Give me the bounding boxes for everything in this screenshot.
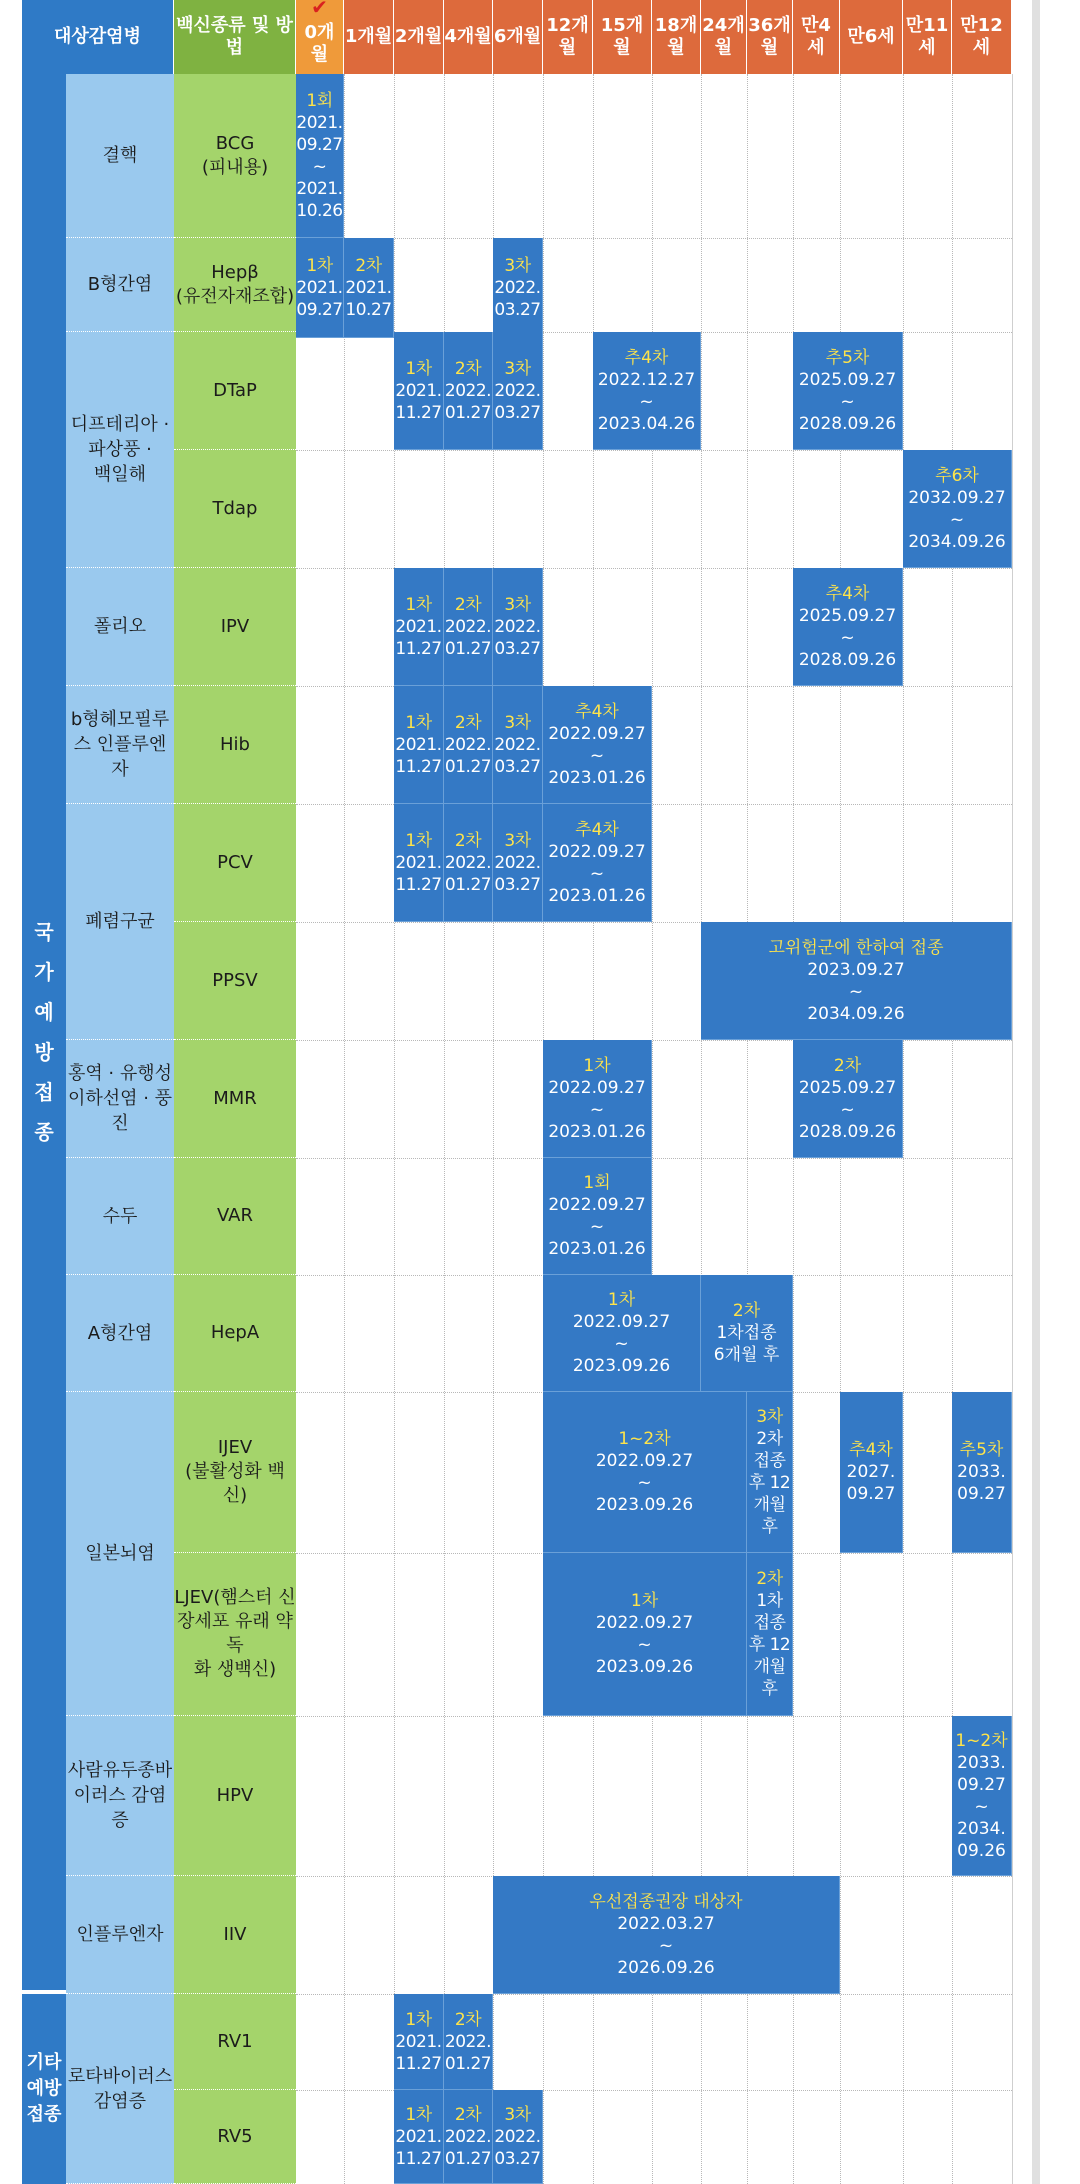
month-column-header[interactable] xyxy=(493,0,543,74)
dose-date: 2033. 09.27 xyxy=(957,1462,1006,1504)
dose-label: 추5차 xyxy=(825,347,870,368)
schedule-entry[interactable] xyxy=(444,2090,493,2184)
schedule-entry[interactable] xyxy=(701,922,1012,1040)
disease-label: b형헤모필루 스 인플루엔자 xyxy=(70,709,170,780)
dose-label: 2차 xyxy=(454,830,482,851)
disease-cell xyxy=(66,1275,174,1392)
vaccine-cell xyxy=(174,74,296,238)
disease-label: 폴리오 xyxy=(93,616,147,637)
disease-cell xyxy=(66,568,174,686)
dose-date: 2025.09.27 ~ 2028.09.26 xyxy=(798,1077,897,1142)
dose-label: 3차 xyxy=(504,255,531,276)
vaccine-cell xyxy=(174,1716,296,1876)
schedule-entry[interactable] xyxy=(296,74,344,238)
dose-date: 2022.09.27 ~ 2023.09.26 xyxy=(595,1451,694,1515)
schedule-entry[interactable] xyxy=(493,686,543,804)
vaccine-label: RV1 xyxy=(217,2030,253,2052)
dose-date: 2021. 09.27 xyxy=(296,277,343,320)
vaccine-label: VAR xyxy=(217,1205,253,1226)
vaccine-label: Hib xyxy=(220,733,250,755)
schedule-entry[interactable] xyxy=(903,450,1012,568)
dose-date: 1차 접종 후 12 개월 후 xyxy=(748,1591,791,1699)
dose-label: 2차 xyxy=(454,358,482,379)
month-label: 24개월 xyxy=(702,15,745,58)
dose-date: 2021. 11.27 xyxy=(395,2031,442,2074)
dose-label: 2차 xyxy=(454,712,482,733)
month-label: 4개월 xyxy=(444,26,492,47)
dose-label: 1차 xyxy=(306,255,333,276)
dose-label: 1차 xyxy=(405,2009,432,2030)
dose-date: 2025.09.27 ~ 2028.09.26 xyxy=(798,605,897,670)
schedule-entry[interactable] xyxy=(543,1392,747,1553)
schedule-entry[interactable] xyxy=(444,332,493,450)
month-label: 만12세 xyxy=(960,15,1003,58)
dose-label: 2차 xyxy=(833,1055,862,1076)
dose-label: 추4차 xyxy=(825,583,870,604)
month-label: 만11세 xyxy=(905,15,949,58)
schedule-entry[interactable] xyxy=(701,1275,793,1392)
header-disease: 대상감염병 xyxy=(22,0,174,74)
vaccine-label: Hepβ (유전자재조합) xyxy=(175,261,295,307)
month-label: 36개월 xyxy=(748,15,791,58)
month-column-header[interactable] xyxy=(793,0,840,74)
dose-label: 추4차 xyxy=(575,819,619,840)
month-column-header[interactable] xyxy=(444,0,493,74)
dose-date: 2021. 11.27 xyxy=(395,616,442,659)
disease-cell xyxy=(66,686,174,804)
dose-label: 1차 xyxy=(583,1055,611,1076)
dose-date: 2022.09.27 ~ 2023.01.26 xyxy=(548,841,646,906)
vaccine-label: IJEV (불활성화 백신) xyxy=(185,1437,285,1506)
month-label: 12개월 xyxy=(546,15,589,58)
disease-label: 로타바이러스 감염증 xyxy=(67,2065,173,2112)
schedule-entry[interactable] xyxy=(952,1716,1012,1876)
dose-date: 2022. 03.27 xyxy=(494,616,541,659)
vaccine-label: HPV xyxy=(216,1784,254,1806)
dose-label: 3차 xyxy=(504,2104,531,2125)
disease-label: 홍역 · 유행성 이하선염 · 풍 진 xyxy=(67,1063,173,1134)
vaccine-label: DTaP xyxy=(213,379,257,401)
dose-label: 1차 xyxy=(405,358,432,379)
vaccine-label: IIV xyxy=(223,1923,247,1945)
vaccine-cell xyxy=(174,1040,296,1158)
schedule-entry[interactable] xyxy=(543,1275,701,1392)
disease-label: 인플루엔자 xyxy=(76,1924,164,1945)
schedule-entry[interactable] xyxy=(493,804,543,922)
month-column-header[interactable] xyxy=(296,0,344,74)
schedule-entry[interactable] xyxy=(543,1553,747,1716)
vaccine-label: LJEV(햄스터 신 장세포 유래 약독 화 생백신) xyxy=(174,1587,296,1680)
schedule-entry[interactable] xyxy=(793,568,903,686)
disease-label: 결핵 xyxy=(102,145,138,166)
dose-date: 1차접종 6개월 후 xyxy=(713,1323,780,1365)
dose-date: 2021. 11.27 xyxy=(395,380,442,423)
dose-date: 2022. 03.27 xyxy=(494,852,541,895)
dose-date: 2차 접종 후 12 개월 후 xyxy=(748,1429,791,1537)
dose-date: 2021. 10.27 xyxy=(345,277,392,320)
vaccine-label: HepA xyxy=(210,1322,260,1343)
disease-cell xyxy=(66,1040,174,1158)
schedule-entry[interactable] xyxy=(444,686,493,804)
dose-label: 2차 xyxy=(454,2009,482,2030)
category-national xyxy=(22,74,66,1990)
scrollbar[interactable] xyxy=(1020,0,1080,2184)
vaccine-cell xyxy=(174,804,296,922)
grid-line xyxy=(296,1040,1012,1041)
vaccine-cell xyxy=(174,238,296,332)
schedule-entry[interactable] xyxy=(444,1994,493,2090)
month-column-header[interactable] xyxy=(344,0,394,74)
schedule-entry[interactable] xyxy=(296,238,344,338)
vaccine-label: RV5 xyxy=(217,2125,253,2147)
category-label: 국 가 예 방 접 종 xyxy=(34,920,54,1144)
vaccine-cell xyxy=(174,1553,296,1716)
schedule-entry[interactable] xyxy=(543,686,652,804)
disease-label: 폐렴구균 xyxy=(85,911,155,932)
schedule-entry[interactable] xyxy=(840,1392,903,1553)
dose-label: 3차 xyxy=(504,594,531,615)
dose-date: 2022.09.27 ~ 2023.01.26 xyxy=(548,1077,646,1142)
dose-date: 2022. 01.27 xyxy=(444,380,492,423)
vaccine-label: PCV xyxy=(217,851,253,873)
dose-label: 1차 xyxy=(405,830,432,851)
dose-date: 2032.09.27 ~ 2034.09.26 xyxy=(908,487,1006,552)
dose-label: 1차 xyxy=(405,712,432,733)
schedule-entry[interactable] xyxy=(394,568,444,686)
vaccine-cell xyxy=(174,1392,296,1553)
left-gutter xyxy=(0,74,22,2184)
dose-label: 3차 xyxy=(756,1407,783,1427)
grid-line xyxy=(296,1716,1012,1717)
dose-label: 1차 xyxy=(607,1290,636,1310)
category-divider xyxy=(22,1990,66,1994)
dose-label: 1회 xyxy=(583,1173,611,1193)
schedule-entry[interactable] xyxy=(493,332,543,450)
disease-cell xyxy=(66,1158,174,1275)
dose-date: 2021. 11.27 xyxy=(395,852,442,895)
disease-cell xyxy=(66,1392,174,1716)
month-column-header[interactable] xyxy=(652,0,701,74)
dose-date: 2022. 01.27 xyxy=(444,734,492,777)
dose-date: 2022. 01.27 xyxy=(444,2126,492,2169)
dose-date: 2021. 11.27 xyxy=(395,2126,442,2169)
dose-date: 2021. 11.27 xyxy=(395,734,442,777)
dose-label: 2차 xyxy=(732,1301,761,1321)
dose-label: 우선접종권장 대상자 xyxy=(589,1891,743,1912)
dose-label: 3차 xyxy=(504,712,531,733)
disease-cell xyxy=(66,1716,174,1876)
dose-date: 2022. 03.27 xyxy=(494,380,541,423)
month-column-header[interactable] xyxy=(701,0,747,74)
schedule-entry[interactable] xyxy=(493,1876,840,1994)
vaccine-label: MMR xyxy=(213,1087,257,1109)
month-column-header[interactable] xyxy=(952,0,1012,74)
schedule-entry[interactable] xyxy=(394,1994,444,2090)
disease-label: 일본뇌염 xyxy=(85,1543,155,1564)
dose-label: 2차 xyxy=(454,594,482,615)
vaccine-cell xyxy=(174,568,296,686)
dose-label: 1~2차 xyxy=(618,1429,671,1449)
vaccine-cell xyxy=(174,2090,296,2184)
grid-line xyxy=(296,238,1012,239)
dose-label: 1차 xyxy=(405,2104,432,2125)
disease-cell xyxy=(66,804,174,1040)
vaccine-cell xyxy=(174,1994,296,2090)
dose-date: 2033. 09.27 ~ 2034. 09.26 xyxy=(957,1752,1006,1861)
vaccine-cell xyxy=(174,922,296,1040)
disease-label: A형간염 xyxy=(87,1322,153,1344)
scrollbar-track[interactable] xyxy=(1032,0,1040,2184)
category-other xyxy=(22,1994,66,2184)
month-label: 6개월 xyxy=(493,26,542,47)
dose-date: 2022. 01.27 xyxy=(444,852,492,895)
schedule-entry[interactable] xyxy=(543,1040,652,1158)
month-label: 18개월 xyxy=(654,15,698,58)
dose-label: 추4차 xyxy=(624,347,669,368)
month-label: 만4세 xyxy=(801,15,831,58)
dose-date: 2022. 03.27 xyxy=(494,2126,541,2169)
grid-line xyxy=(344,74,345,2184)
dose-label: 1회 xyxy=(306,90,333,111)
month-column-header[interactable] xyxy=(903,0,952,74)
dose-date: 2022.09.27 ~ 2023.09.26 xyxy=(595,1613,694,1677)
schedule-entry[interactable] xyxy=(493,238,543,338)
dose-label: 2차 xyxy=(355,255,382,276)
dose-date: 2022.09.27 ~ 2023.01.26 xyxy=(548,723,646,788)
schedule-entry[interactable] xyxy=(394,804,444,922)
schedule-entry[interactable] xyxy=(344,238,394,338)
month-label: 1개월 xyxy=(344,26,393,47)
vaccine-cell xyxy=(174,450,296,568)
schedule-entry[interactable] xyxy=(952,1392,1012,1553)
schedule-entry[interactable] xyxy=(793,332,903,450)
dose-date: 2022. 03.27 xyxy=(494,277,541,320)
dose-label: 1~2차 xyxy=(955,1730,1008,1751)
dose-label: 2차 xyxy=(756,1569,783,1589)
month-label: 0개월 xyxy=(304,22,335,65)
dose-label: 추4차 xyxy=(849,1440,893,1460)
vaccine-cell xyxy=(174,1876,296,1994)
vaccine-label: BCG (피내용) xyxy=(201,132,269,178)
disease-cell xyxy=(66,332,174,568)
disease-label: B형간염 xyxy=(87,274,153,295)
month-column-header[interactable] xyxy=(593,0,652,74)
dose-date: 2027. 09.27 xyxy=(846,1462,896,1504)
dose-label: 추6차 xyxy=(935,465,979,486)
vaccine-cell xyxy=(174,686,296,804)
dose-date: 2022.09.27 ~ 2023.01.26 xyxy=(548,1195,646,1259)
month-column-header[interactable] xyxy=(394,0,444,74)
category-label: 기타 예방 접종 xyxy=(26,2052,62,2125)
header-vaccine: 백신종류 및 방법 xyxy=(174,0,296,74)
dose-date: 2022. 01.27 xyxy=(444,616,492,659)
vaccine-label: Tdap xyxy=(212,497,258,519)
disease-cell xyxy=(66,238,174,332)
dose-date: 2022.03.27 ~ 2026.09.26 xyxy=(617,1913,715,1978)
disease-cell xyxy=(66,1994,174,2184)
schedule-entry[interactable] xyxy=(444,568,493,686)
month-label: 만6세 xyxy=(847,26,895,47)
checkmark-icon: ✔ xyxy=(311,0,328,19)
dose-date: 2025.09.27 ~ 2028.09.26 xyxy=(798,369,897,434)
vaccine-cell xyxy=(174,1275,296,1392)
schedule-entry[interactable] xyxy=(394,2090,444,2184)
grid-line xyxy=(701,74,702,2184)
schedule-entry[interactable] xyxy=(593,332,701,450)
dose-label: 추5차 xyxy=(959,1440,1004,1460)
month-column-header[interactable] xyxy=(747,0,793,74)
schedule-entry[interactable] xyxy=(493,2090,543,2184)
disease-cell xyxy=(66,1876,174,1994)
month-column-header[interactable] xyxy=(840,0,903,74)
schedule-entry[interactable] xyxy=(444,804,493,922)
schedule-entry[interactable] xyxy=(394,686,444,804)
disease-label: 수두 xyxy=(102,1205,138,1227)
schedule-entry[interactable] xyxy=(747,1392,793,1553)
schedule-entry[interactable] xyxy=(747,1553,793,1716)
schedule-entry[interactable] xyxy=(543,1158,652,1275)
header-left-pad xyxy=(0,0,22,74)
dose-date: 2021. 09.27 ~ 2021. 10.26 xyxy=(296,112,343,221)
dose-date: 2022.12.27 ~ 2023.04.26 xyxy=(597,369,696,434)
vaccine-label: IPV xyxy=(220,615,250,637)
schedule-entry[interactable] xyxy=(793,1040,903,1158)
dose-label: 2차 xyxy=(454,2104,482,2125)
grid-line xyxy=(747,74,748,2184)
dose-date: 2022.09.27 ~ 2023.09.26 xyxy=(572,1312,671,1376)
dose-label: 3차 xyxy=(504,358,531,379)
grid-line xyxy=(1012,74,1013,2184)
schedule-entry[interactable] xyxy=(493,568,543,686)
month-label: 15개월 xyxy=(600,15,644,58)
vaccine-label: PPSV xyxy=(212,969,258,991)
month-column-header[interactable] xyxy=(543,0,593,74)
schedule-entry[interactable] xyxy=(394,332,444,450)
dose-date: 2022. 03.27 xyxy=(494,734,541,777)
vaccine-cell xyxy=(174,332,296,450)
month-label: 2개월 xyxy=(394,26,443,47)
dose-date: 2022. 01.27 xyxy=(444,2031,492,2074)
disease-label: 사람유두종바 이러스 감염증 xyxy=(67,1760,173,1831)
grid-line xyxy=(296,1158,1012,1159)
dose-label: 고위험군에 한하여 접종 xyxy=(768,937,944,958)
disease-label: 디프테리아 · 파상풍 · 백일해 xyxy=(70,414,170,485)
dose-label: 1차 xyxy=(405,594,432,615)
dose-label: 3차 xyxy=(504,830,531,851)
schedule-entry[interactable] xyxy=(543,804,652,922)
dose-label: 추4차 xyxy=(575,701,619,722)
vaccine-cell xyxy=(174,1158,296,1275)
disease-cell xyxy=(66,74,174,238)
dose-date: 2023.09.27 ~ 2034.09.26 xyxy=(807,959,905,1024)
grid-line xyxy=(903,74,904,2184)
dose-label: 1차 xyxy=(630,1591,659,1611)
